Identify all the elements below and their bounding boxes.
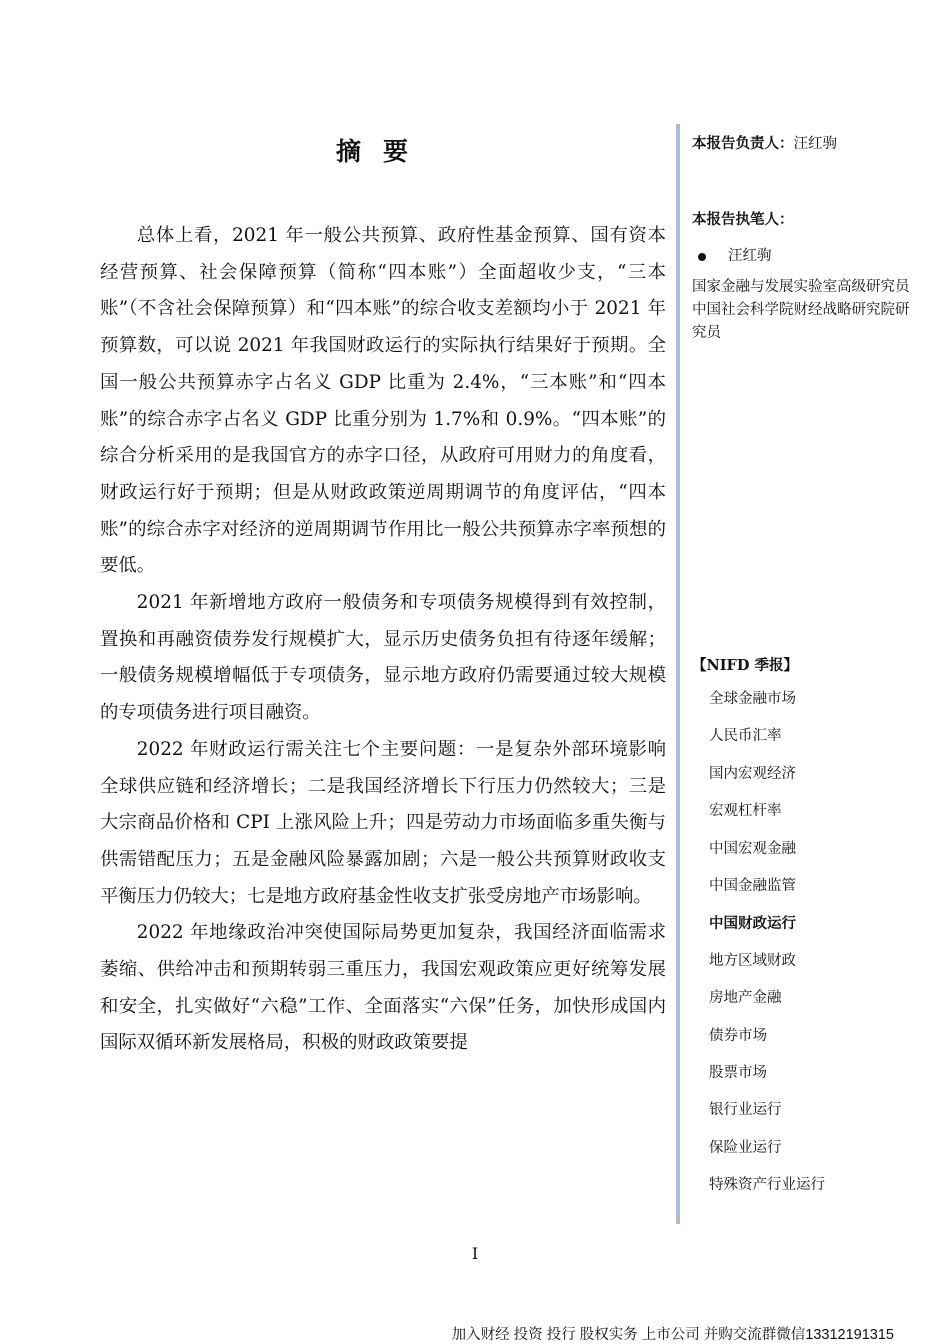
- page-number: I: [471, 1244, 479, 1263]
- nifd-item: 房地产金融: [709, 990, 782, 1007]
- paragraph: 总体上看，2021 年一般公共预算、政府性基金预算、国有资本经营预算、社会保障预算（简称“四本账”）全面超收少支，“三本账”（不含社会保障预算）和“四本账”的综合收支差额均小于 2021 年预算数，可以说 2021 年我国财政运行的实际执行结果好于预期。全国一般公共预算赤字占名义 GDP 比重为 2.4%，“三本账”和“四本账”的综合赤字占名义 GDP 比重分别为 1.7%和 0.9%。“四本账”的综合分析采用的是我国官方的赤字口径，从政府可用财力的角度看，财政运行好于预期；但是从财政政策逆周期调节的角度评估，“四本账”的综合赤字对经济的逆周期调节作用比一般公共预算赤字率预想的要低。: [100, 225, 666, 577]
- page-title: 摘要: [335, 137, 430, 166]
- nifd-item: 全球金融市场: [709, 691, 796, 707]
- responsible-name: 汪红驹: [793, 136, 837, 152]
- writer-entry: [692, 245, 912, 268]
- paragraph: 2022 年财政运行需关注七个主要问题：一是复杂外部环境影响全球供应链和经济增长；二是我国经济增长下行压力仍然较大；三是大宗商品价格和 CPI 上涨风险上升；四是劳动力市场面临多重失衡与供需错配压力；五是金融风险暴露加剧；六是一般公共预算财政收支平衡压力仍较大；七是地方政府基金性收支扩张受房地产市场影响。: [100, 738, 666, 907]
- writer-affiliation: 中国社会科学院财经战略研究院研究员: [692, 302, 910, 341]
- responsible-label: 本报告负责人：: [692, 135, 794, 152]
- nifd-item: 中国宏观金融: [709, 840, 796, 857]
- writer-name: 汪红驹: [728, 248, 772, 264]
- nifd-item: 中国金融监管: [709, 877, 796, 894]
- bullet-icon: [698, 253, 706, 261]
- nifd-item: 宏观杠杆率: [709, 803, 782, 820]
- main-content: [100, 130, 666, 1062]
- nifd-item: 债券市场: [709, 1027, 767, 1044]
- nifd-item: 股票市场: [709, 1064, 767, 1081]
- sidebar-divider: [676, 124, 680, 1224]
- report-writers: [692, 208, 912, 345]
- nifd-item: 银行业运行: [709, 1102, 782, 1119]
- nifd-item: 地方区域财政: [709, 952, 796, 969]
- writers-label: 本报告执笔人：: [692, 211, 794, 228]
- paragraph: 2021 年新增地方政府一般债务和专项债务规模得到有效控制，置换和再融资债券发行规模扩大，显示历史债务负担有待逐年缓解；一般债务规模增幅低于专项债务，显示地方政府仍需要通过较大规模的专项债务进行项目融资。: [100, 592, 666, 724]
- nifd-items: [692, 681, 912, 1204]
- nifd-quarterly-list: [692, 655, 912, 1204]
- report-responsible: [692, 132, 912, 153]
- nifd-item: 人民币汇率: [709, 728, 782, 745]
- nifd-item: 国内宏观经济: [709, 765, 796, 782]
- nifd-title: 【NIFD 季报】: [692, 657, 798, 674]
- nifd-item: 特殊资产行业运行: [709, 1177, 825, 1194]
- nifd-item: 中国财政运行: [709, 915, 796, 933]
- writer-affiliation: 国家金融与发展实验室高级研究员: [692, 279, 910, 295]
- paragraph: 2022 年地缘政治冲突使国际局势更加复杂，我国经济面临需求萎缩、供给冲击和预期转弱三重压力，我国宏观政策应更好统筹发展和安全，扎实做好“六稳”工作、全面落实“六保”任务，加快形成国内国际双循环新发展格局，积极的财政政策要提: [100, 922, 666, 1054]
- nifd-item: 保险业运行: [709, 1139, 782, 1156]
- footer-watermark: 加入财经 投资 投行 股权实务 上市公司 并购交流群微信13312191315: [451, 1327, 894, 1343]
